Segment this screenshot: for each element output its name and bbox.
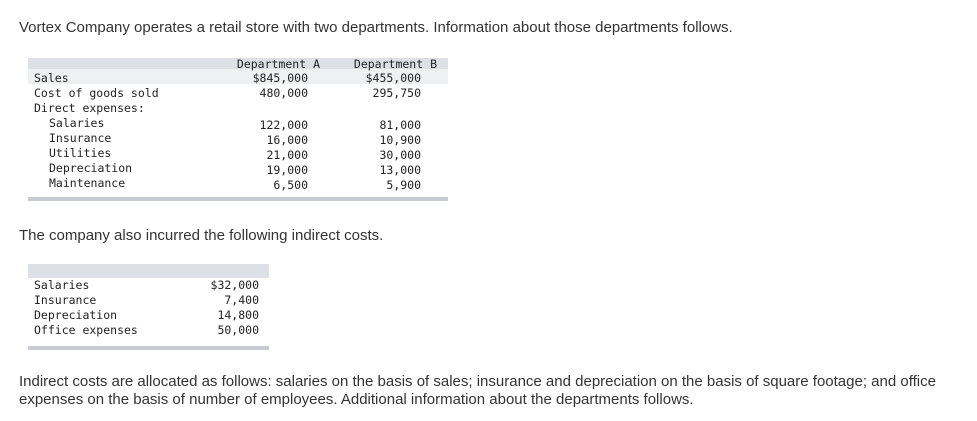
row-label-salaries: Salaries (49, 116, 105, 130)
indirect-costs-paragraph: The company also incurred the following indirect costs. (19, 227, 384, 244)
row-label-sales: Sales (34, 71, 69, 85)
cell-maintenance-b: 5,900 (386, 178, 421, 192)
cell-insurance-amount: 7,400 (224, 293, 259, 307)
table-bottom-rule (28, 346, 269, 350)
cell-depreciation-b: 13,000 (379, 163, 421, 177)
cell-salaries-amount: $32,000 (210, 278, 259, 292)
row-label-insurance: Insurance (49, 131, 112, 145)
cell-sales-a: $845,000 (252, 71, 308, 85)
cell-salaries-b: 81,000 (379, 118, 421, 132)
cell-salaries-a: 122,000 (259, 118, 308, 132)
departments-table (28, 58, 448, 204)
table-bottom-rule (28, 197, 448, 201)
row-label-utilities: Utilities (49, 146, 112, 160)
row-label-depreciation: Depreciation (49, 161, 133, 175)
allocation-paragraph: Indirect costs are allocated as follows: salaries on the basis of sales; insurance and depreciation on the basis of square footage; and office expenses on the basis of number of employees. Additional information about the departments follows. (19, 373, 936, 408)
cell-insurance-a: 16,000 (266, 133, 308, 147)
row-label-direct-expenses: Direct expenses: (34, 101, 145, 115)
row-label-salaries: Salaries (34, 278, 90, 292)
cell-cogs-b: 295,750 (372, 86, 421, 100)
table-header-band (28, 264, 269, 278)
column-header-department-a: Department A (236, 57, 320, 71)
cell-utilities-a: 21,000 (266, 148, 308, 162)
row-label-office-expenses: Office expenses (34, 323, 138, 337)
cell-sales-b: $455,000 (365, 71, 421, 85)
cell-cogs-a: 480,000 (259, 86, 308, 100)
cell-depreciation-amount: 14,800 (217, 308, 259, 322)
column-header-department-b: Department B (353, 57, 437, 71)
cell-utilities-b: 30,000 (379, 148, 421, 162)
row-label-maintenance: Maintenance (49, 176, 126, 190)
cell-office-expenses-amount: 50,000 (217, 323, 259, 337)
cell-depreciation-a: 19,000 (266, 163, 308, 177)
row-label-insurance: Insurance (34, 293, 97, 307)
intro-paragraph: Vortex Company operates a retail store with two departments. Information about those departments follows. (19, 19, 733, 36)
indirect-costs-table (28, 264, 269, 350)
row-label-depreciation: Depreciation (34, 308, 118, 322)
cell-insurance-b: 10,900 (379, 133, 421, 147)
cell-maintenance-a: 6,500 (273, 178, 308, 192)
row-label-cost-of-goods-sold: Cost of goods sold (34, 86, 159, 100)
